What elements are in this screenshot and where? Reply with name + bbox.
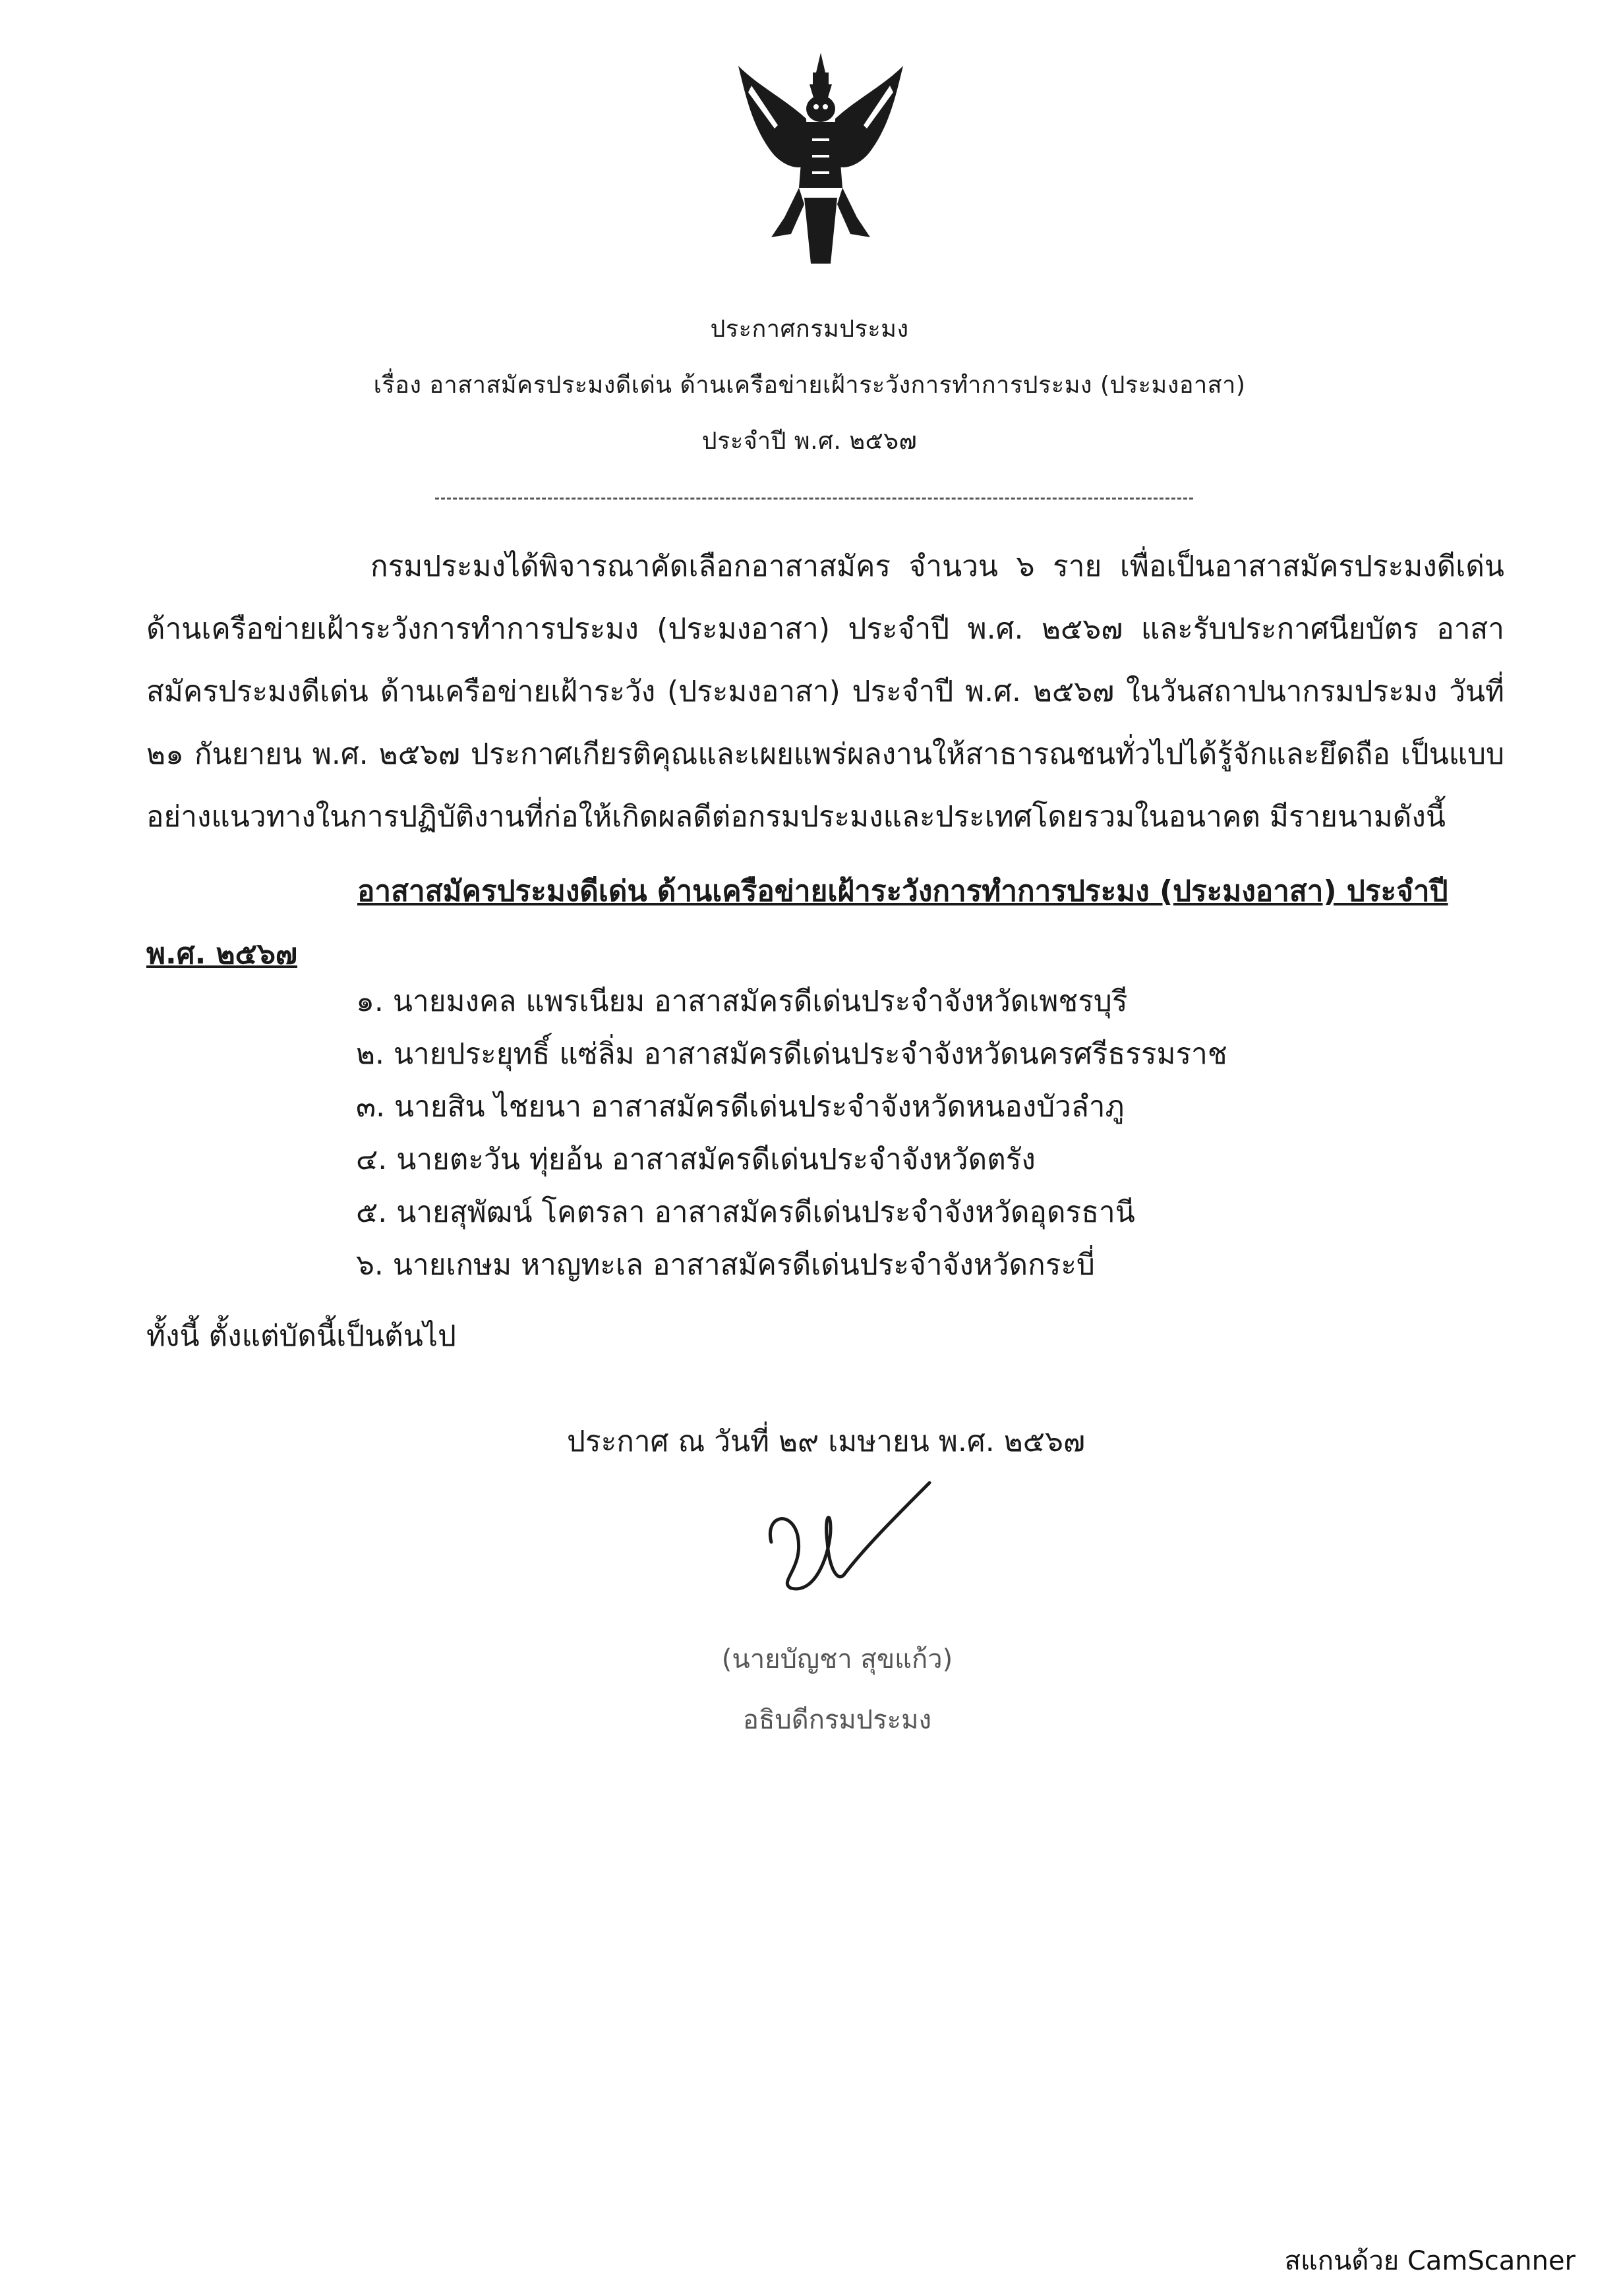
garuda-emblem xyxy=(725,46,916,270)
dashed-divider xyxy=(435,498,1193,500)
list-item: ๓. นายสิน ไชยนา อาสาสมัครดีเด่นประจำจังหวัดหนองบัวลำภู xyxy=(356,1090,1125,1124)
closing-statement: ทั้งนี้ ตั้งแต่บัดนี้เป็นต้นไป xyxy=(146,1319,456,1353)
announcement-year: ประจำปี พ.ศ. ๒๕๖๗ xyxy=(701,428,918,455)
body-paragraph: กรมประมงได้พิจารณาคัดเลือกอาสาสมัคร จำนวน ๖ ราย เพื่อเป็นอาสาสมัครประมงดีเด่น ด้านเครือข่ายเฝ้าระวังการทำการประมง (ประมงอาสา) ประจำปี พ.ศ. ๒๕๖๗ และรับประกาศนียบัตร อาสาสมัครประมงดีเด่น ด้านเครือข่ายเฝ้าระวัง (ประมงอาสา) ประจำปี พ.ศ. ๒๕๖๗ ในวันสถาปนากรมประมง วันที่ ๒๑ กันยายน พ.ศ. ๒๕๖๗ ประกาศเกียรติคุณและเผยแพร่ผลงานให้สาธารณชนทั่วไปได้รู้จักและยึดถือ เป็นแบบอย่างแนวทางในการปฏิบัติงานที่ก่อให้เกิดผลดีต่อกรมประมงและประเทศโดยรวมในอนาคต มีรายนามดังนี้ xyxy=(146,550,1504,834)
list-item: ๖. นายเกษม หาญทะเล อาสาสมัครดีเด่นประจำจังหวัดกระบี่ xyxy=(356,1248,1095,1282)
list-item: ๒. นายประยุทธิ์ แซ่ลิ่ม อาสาสมัครดีเด่นประจำจังหวัดนครศรีธรรมราช xyxy=(356,1037,1227,1071)
signature-mark xyxy=(751,1470,949,1601)
list-heading: อาสาสมัครประมงดีเด่น ด้านเครือข่ายเฝ้าระวังการทำการประมง (ประมงอาสา) ประจำปี พ.ศ. ๒๕๖๗ xyxy=(146,875,1448,971)
signatory-name: (นายบัญชา สุขแก้ว) xyxy=(721,1644,953,1675)
signatory-position: อธิบดีกรมประมง xyxy=(742,1705,932,1735)
announcement-title: ประกาศกรมประมง xyxy=(710,316,909,343)
list-item: ๔. นายตะวัน ทุ่ยอ้น อาสาสมัครดีเด่นประจำจังหวัดตรัง xyxy=(356,1143,1036,1176)
announcement-subject: เรื่อง อาสาสมัครประมงดีเด่น ด้านเครือข่ายเฝ้าระวังการทำการประมง (ประมงอาสา) xyxy=(373,372,1246,399)
announcement-date: ประกาศ ณ วันที่ ๒๙ เมษายน พ.ศ. ๒๕๖๗ xyxy=(567,1425,1086,1458)
volunteer-list xyxy=(356,975,1543,1292)
scanner-watermark: สแกนด้วย CamScanner xyxy=(1284,2246,1575,2276)
list-item: ๑. นายมงคล แพรเนียม อาสาสมัครดีเด่นประจำจังหวัดเพชรบุรี xyxy=(356,985,1128,1018)
list-item: ๕. นายสุพัฒน์ โคตรลา อาสาสมัครดีเด่นประจำจังหวัดอุดรธานี xyxy=(356,1195,1135,1229)
